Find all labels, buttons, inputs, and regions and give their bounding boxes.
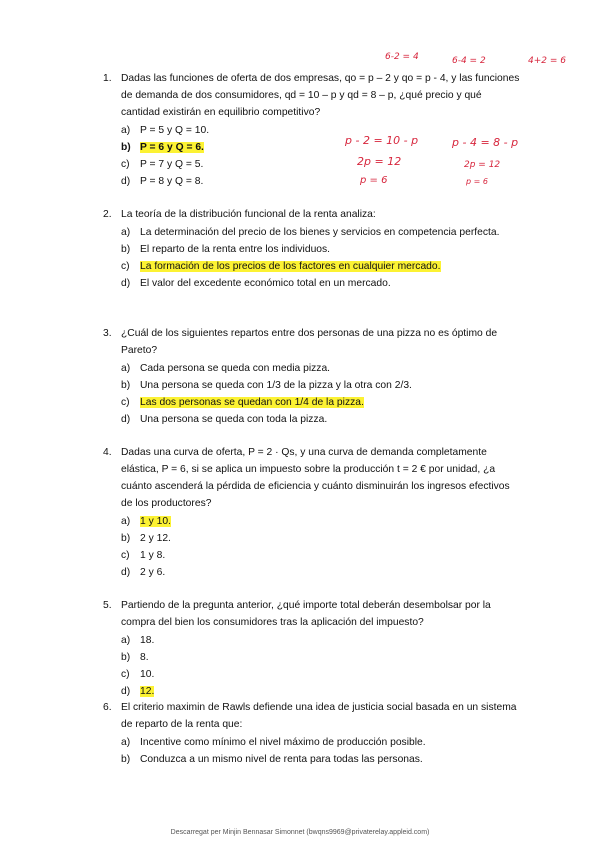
question-3 bbox=[103, 325, 523, 428]
option-c: c) 1 y 8. bbox=[121, 550, 166, 561]
question-stem: Dadas una curva de oferta, P = 2 · Qs, y una curva de demanda completamente elástica, P = 6, si se aplica un impuesto sobre la producción t = 2 € por unidad, ¿a cuánto ascenderá la pérdida de eficiencia y cuánto disminuirán los ingresos efectivos de los productores? bbox=[121, 447, 510, 509]
option-a: a) P = 5 y Q = 10. bbox=[121, 125, 210, 136]
question-number: 3. bbox=[103, 328, 112, 339]
option-d: d) P = 8 y Q = 8. bbox=[121, 176, 204, 187]
handwritten-equation-2b: 2p = 12 bbox=[464, 160, 501, 170]
option-d: d) Una persona se queda con toda la pizza. bbox=[121, 414, 328, 425]
handwritten-note-top-3: 4+2 = 6 bbox=[528, 56, 566, 66]
question-number: 2. bbox=[103, 209, 112, 220]
option-c-highlighted: c) La formación de los precios de los factores en cualquier mercado. bbox=[121, 261, 441, 272]
option-c: c) 10. bbox=[121, 669, 155, 680]
option-d: d) El valor del excedente económico total en un mercado. bbox=[121, 278, 391, 289]
option-a: a) Cada persona se queda con media pizza. bbox=[121, 363, 331, 374]
question-5 bbox=[103, 597, 523, 700]
option-d: d) 2 y 6. bbox=[121, 567, 166, 578]
question-stem: La teoría de la distribución funcional de la renta analiza: bbox=[121, 209, 376, 220]
option-a: a) Incentive como mínimo el nivel máximo de producción posible. bbox=[121, 737, 426, 748]
option-b: b) El reparto de la renta entre los individuos. bbox=[121, 244, 331, 255]
question-number: 1. bbox=[103, 73, 112, 84]
option-d-highlighted: d) 12. bbox=[121, 686, 155, 697]
question-2 bbox=[103, 206, 523, 292]
question-number: 6. bbox=[103, 702, 112, 713]
download-footer: Descarregat per Minjin Bennasar Simonnet (bwqns9969@privaterelay.appleid.com) bbox=[170, 829, 430, 836]
question-stem: Partiendo de la pregunta anterior, ¿qué importe total deberán desembolsar por la compra del bien los consumidores tras la aplicación del impuesto? bbox=[121, 600, 491, 628]
question-1 bbox=[103, 70, 523, 190]
handwritten-equation-1c: p = 6 bbox=[360, 175, 388, 186]
question-number: 4. bbox=[103, 447, 112, 458]
question-stem: ¿Cuál de los siguientes repartos entre dos personas de una pizza no es óptimo de Pareto? bbox=[121, 328, 498, 356]
question-stem: El criterio maximin de Rawls defiende una idea de justicia social basada en un sistema de reparto de la renta que: bbox=[121, 702, 517, 730]
option-b: b) Una persona se queda con 1/3 de la pizza y la otra con 2/3. bbox=[121, 380, 412, 391]
handwritten-note-top-1: 6-2 = 4 bbox=[385, 52, 419, 62]
question-number: 5. bbox=[103, 600, 112, 611]
option-b: b) 2 y 12. bbox=[121, 533, 171, 544]
option-a: a) La determinación del precio de los bienes y servicios en competencia perfecta. bbox=[121, 227, 500, 238]
option-b-highlighted: b) P = 6 y Q = 6. bbox=[121, 142, 204, 153]
handwritten-equation-2a: p - 4 = 8 - p bbox=[452, 136, 519, 149]
question-stem: Dadas las funciones de oferta de dos empresas, qo = p – 2 y qo = p - 4, y las funciones de demanda de dos consumidores, qd = 10 – p y qd = 8 – p, ¿qué precio y qué cantidad existirán en equilibrio competitivo? bbox=[121, 73, 520, 118]
handwritten-equation-2c: p = 6 bbox=[466, 177, 488, 186]
option-c: c) P = 7 y Q = 5. bbox=[121, 159, 204, 170]
option-c-highlighted: c) Las dos personas se quedan con 1/4 de la pizza. bbox=[121, 397, 364, 408]
handwritten-note-top-2: 6-4 = 2 bbox=[452, 56, 486, 66]
option-b: b) 8. bbox=[121, 652, 149, 663]
question-6 bbox=[103, 699, 523, 768]
option-a-highlighted: a) 1 y 10. bbox=[121, 516, 171, 527]
question-4 bbox=[103, 444, 523, 581]
handwritten-equation-1a: p - 2 = 10 - p bbox=[345, 134, 419, 147]
handwritten-equation-1b: 2p = 12 bbox=[357, 155, 402, 168]
option-b: b) Conduzca a un mismo nivel de renta para todas las personas. bbox=[121, 754, 423, 765]
option-a: a) 18. bbox=[121, 635, 155, 646]
